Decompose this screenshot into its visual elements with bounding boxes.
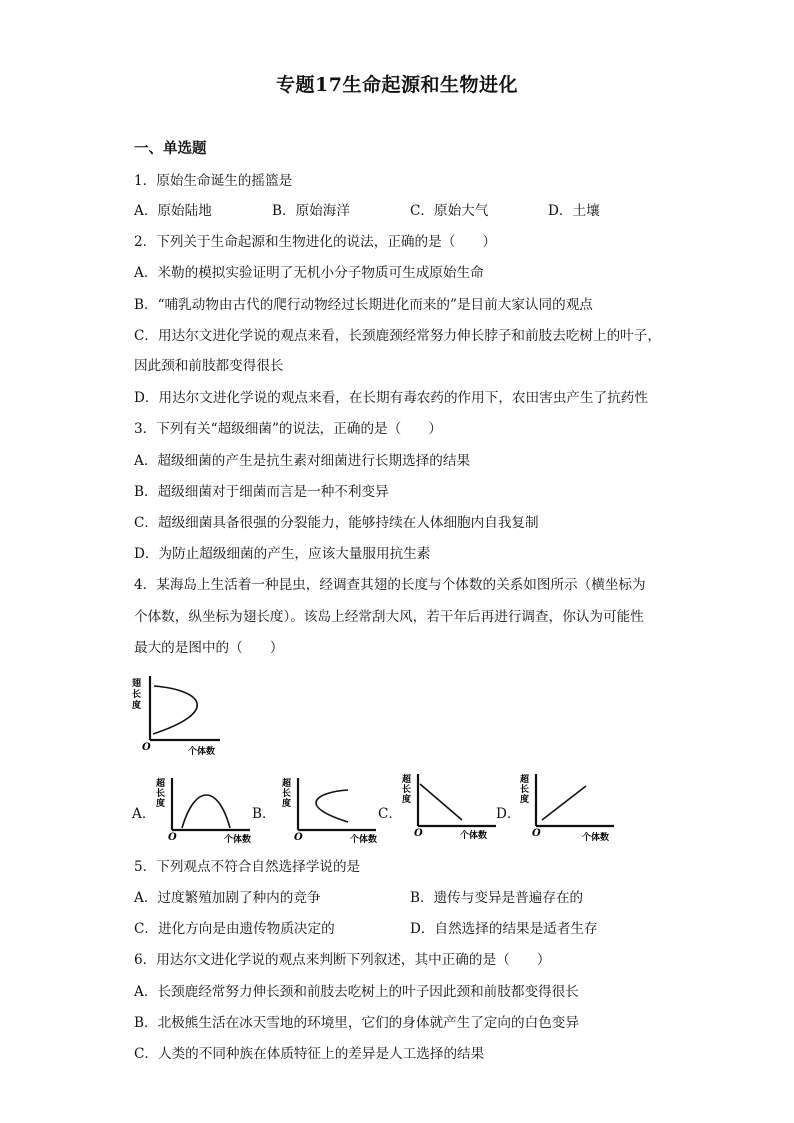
- q4-c-ylabel-1: 超: [402, 775, 412, 785]
- q4-option-c-line: [420, 784, 462, 820]
- q5-option-b: B．遗传与变异是普遍存在的: [410, 890, 584, 906]
- q1-option-d: D．土壤: [548, 203, 600, 219]
- q5-option-a: A．过度繁殖加剧了种内的竞争: [134, 890, 321, 906]
- q2-option-b: B．“哺乳动物由古代的爬行动物经过长期进化而来的”是目前大家认同的观点: [134, 297, 593, 313]
- q4-option-d-graph: [514, 770, 620, 844]
- q4-a-origin: O: [168, 832, 177, 843]
- q4-main-ylabel-1: 翅: [132, 679, 142, 689]
- q4-option-a-label: A．: [132, 806, 156, 822]
- q4-a-ylabel-2: 长: [156, 789, 166, 799]
- page-title: 专题17生命起源和生物进化: [276, 74, 518, 96]
- q5-option-c: C．进化方向是由遗传物质决定的: [134, 921, 335, 937]
- q4-option-c-graph: [396, 770, 502, 840]
- q4-a-xlabel: 个体数: [224, 835, 252, 844]
- q4-option-a-curve: [182, 795, 230, 828]
- q4-main-graph: [128, 672, 228, 756]
- q4-option-d-label: D．: [496, 806, 521, 822]
- q1-option-a: A．原始陆地: [134, 203, 212, 219]
- q4-option-d-line: [542, 786, 586, 820]
- q4-main-ylabel-3: 度: [132, 701, 142, 711]
- q4-main-ylabel-2: 长: [132, 690, 142, 700]
- q3-option-c: C．超级细菌具备很强的分裂能力，能够持续在人体细胞内自我复制: [134, 515, 539, 531]
- q4-b-ylabel-2: 长: [282, 789, 292, 799]
- q4-d-origin: O: [532, 828, 541, 839]
- q4-c-xlabel: 个体数: [460, 831, 488, 840]
- q4-c-ylabel-2: 长: [402, 785, 412, 795]
- q4-option-b-graph: [276, 774, 382, 844]
- q4-d-xlabel: 个体数: [582, 833, 610, 843]
- q3-stem: 3．下列有关“超级细菌”的说法，正确的是（ ）: [134, 421, 443, 437]
- section-heading: 一、单选题: [134, 140, 207, 157]
- q5-option-d: D．自然选择的结果是适者生存: [410, 921, 598, 937]
- q4-option-b-label: B．: [252, 806, 276, 822]
- q4-a-ylabel-3: 度: [156, 799, 166, 809]
- q4-b-origin: O: [294, 832, 303, 843]
- q2-stem: 2．下列关于生命起源和生物进化的说法，正确的是（ ）: [134, 234, 497, 250]
- q4-stem-line2: 个体数，纵坐标为翅长度）。该岛上经常刮大风，若干年后再进行调查，你认为可能性: [134, 609, 644, 625]
- q4-stem-line1: 4．某海岛上生活着一种昆虫，经调查其翅的长度与个体数的关系如图所示（横坐标为: [134, 577, 646, 593]
- q4-main-origin: O: [142, 742, 151, 753]
- q4-b-ylabel-1: 超: [282, 779, 292, 789]
- q1-option-b: B．原始海洋: [272, 203, 350, 219]
- q6-stem: 6．用达尔文进化学说的观点来判断下列叙述，其中正确的是（ ）: [134, 952, 551, 968]
- q6-option-c: C．人类的不同种族在体质特征上的差异是人工选择的结果: [134, 1046, 485, 1062]
- q6-option-a: A．长颈鹿经常努力伸长颈和前肢去吃树上的叶子因此颈和前肢都变得很长: [134, 984, 579, 1000]
- q4-a-ylabel-1: 超: [156, 779, 166, 789]
- q2-option-c-line2: 因此颈和前肢都变得很长: [134, 358, 284, 374]
- q3-option-a: A．超级细菌的产生是抗生素对细菌进行长期选择的结果: [134, 453, 471, 469]
- q4-d-ylabel-3: 度: [520, 795, 530, 805]
- q4-option-a-graph: [150, 774, 256, 844]
- q1-stem: 1．原始生命诞生的摇篮是: [134, 173, 293, 189]
- q3-option-d: D．为防止超级细菌的产生，应该大量服用抗生素: [134, 546, 431, 562]
- q6-option-b: B．北极熊生活在冰天雪地的环境里，它们的身体就产生了定向的白色变异: [134, 1015, 579, 1031]
- q4-option-c-label: C．: [378, 806, 402, 822]
- q4-c-origin: O: [414, 828, 423, 839]
- q4-main-curve: [153, 686, 197, 734]
- q4-c-ylabel-3: 度: [402, 795, 412, 805]
- q3-option-b: B．超级细菌对于细菌而言是一种不利变异: [134, 484, 389, 500]
- q4-b-xlabel: 个体数: [350, 835, 378, 844]
- q5-stem: 5．下列观点不符合自然选择学说的是: [134, 859, 361, 875]
- q4-d-ylabel-2: 长: [520, 785, 530, 795]
- q4-d-ylabel-1: 超: [520, 775, 530, 785]
- q2-option-a: A．米勒的模拟实验证明了无机小分子物质可生成原始生命: [134, 265, 484, 281]
- q4-option-b-curve: [316, 790, 348, 822]
- q2-option-d: D．用达尔文进化学说的观点来看，在长期有毒农药的作用下，农田害虫产生了抗药性: [134, 390, 648, 406]
- q4-main-xlabel: 个体数: [188, 747, 216, 756]
- q1-option-c: C．原始大气: [410, 203, 489, 219]
- q2-option-c-line1: C．用达尔文进化学说的观点来看，长颈鹿颈经常努力伸长脖子和前肢去吃树上的叶子，: [134, 328, 661, 344]
- q4-stem-line3: 最大的是图中的（ ）: [134, 640, 284, 656]
- q4-b-ylabel-3: 度: [282, 799, 292, 809]
